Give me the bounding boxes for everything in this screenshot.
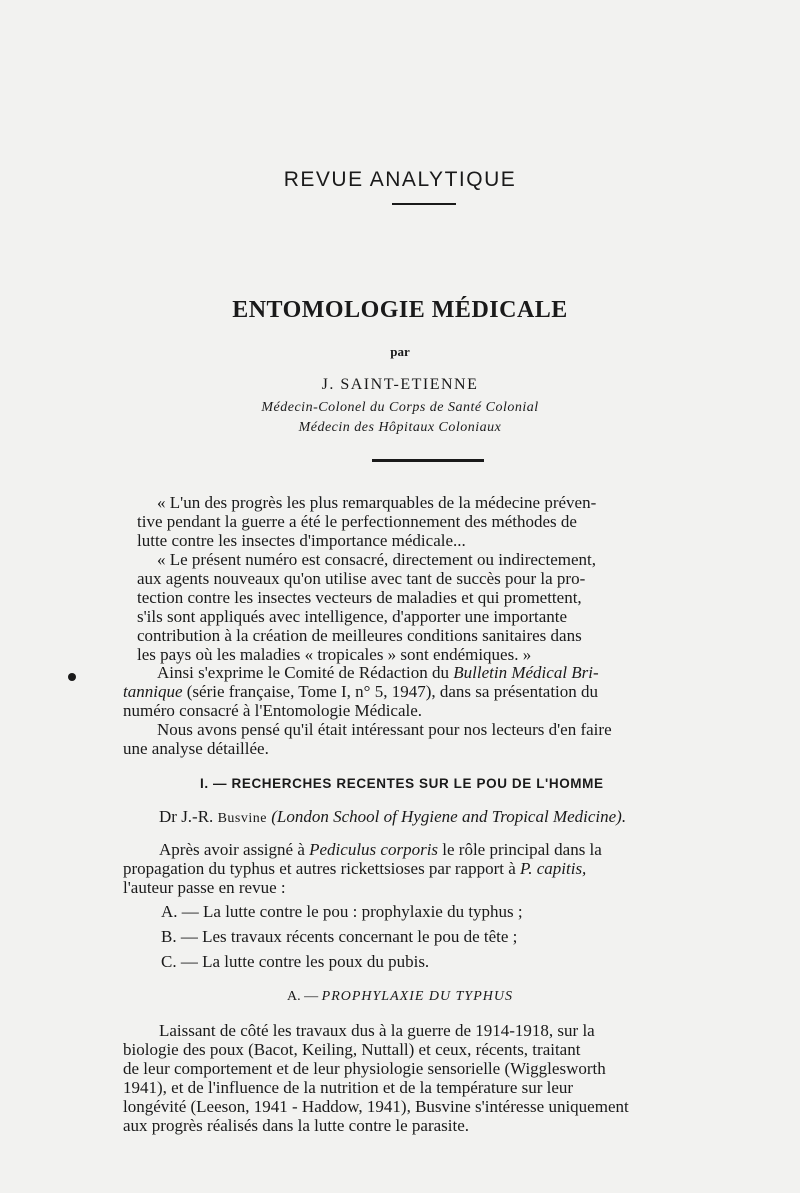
author-institution: (London School of Hygiene and Tropical Medicine).	[266, 807, 627, 826]
para-text: Après avoir assigné à	[159, 840, 310, 859]
para-line: Laissant de côté les travaux dus à la guerre de 1914-1918, sur la	[159, 1021, 595, 1040]
subheading-prefix: A. —	[287, 989, 322, 1004]
para-text: propagation du typhus et autres rickettsioses par rapport à	[123, 859, 521, 878]
para-text: le rôle principal dans la	[438, 840, 602, 859]
quote-line: aux agents nouveaux qu'on utilise avec tant de succès pour la pro-	[137, 569, 586, 588]
para-line: biologie des poux (Bacot, Keiling, Nuttall) et ceux, récents, traitant	[123, 1040, 581, 1059]
subheading-a	[0, 989, 800, 1005]
quote-line: « L'un des progrès les plus remarquables de la médecine préven-	[157, 493, 597, 512]
quote-line: contribution à la création de meilleures conditions sanitaires dans	[137, 626, 582, 645]
quote-line: s'ils sont appliqués avec intelligence, d'apporter une importante	[137, 607, 568, 626]
author-prefix: Dr J.-R.	[159, 807, 218, 826]
para-line: aux progrès réalisés dans la lutte contre le parasite.	[123, 1116, 470, 1135]
margin-mark	[68, 673, 76, 681]
author-affiliation-2: Médecin des Hôpitaux Coloniaux	[298, 420, 502, 435]
revue-title: REVUE ANALYTIQUE	[283, 168, 517, 191]
intro-line	[123, 683, 598, 702]
para-italic: P. capitis,	[520, 859, 587, 878]
para-line	[159, 841, 602, 860]
para-line: de leur comportement et de leur physiologie sensorielle (Wigglesworth	[123, 1059, 606, 1078]
quote-line: lutte contre les insectes d'importance médicale...	[137, 531, 466, 550]
list-item-c: C. — La lutte contre les poux du pubis.	[161, 952, 430, 971]
quote-line: tection contre les insectes vecteurs de maladies et qui promettent,	[137, 588, 582, 607]
section-1-author	[159, 808, 626, 829]
quote-line: les pays où les maladies « tropicales » sont endémiques. »	[137, 645, 532, 664]
intro-line: numéro consacré à l'Entomologie Médicale.	[123, 701, 423, 720]
intro-italic: Bulletin Médical Bri-	[453, 663, 599, 682]
para-line	[123, 860, 586, 879]
intro-italic: tannique	[123, 682, 183, 701]
author-rule	[372, 459, 484, 462]
section-1-heading: I. — RECHERCHES RECENTES SUR LE POU DE L'HOMME	[200, 776, 604, 791]
list-item-a: A. — La lutte contre le pou : prophylaxie du typhus ;	[161, 902, 523, 921]
section-title: ENTOMOLOGIE MÉDICALE	[232, 297, 568, 323]
par-label: par	[390, 344, 410, 359]
list-item-b: B. — Les travaux récents concernant le pou de tête ;	[161, 927, 518, 946]
para-italic: Pediculus corporis	[309, 840, 439, 859]
quote-line: tive pendant la guerre a été le perfectionnement des méthodes de	[137, 512, 577, 531]
intro-line: Nous avons pensé qu'il était intéressant pour nos lecteurs d'en faire	[157, 720, 612, 739]
intro-text: (série française, Tome I, n° 5, 1947), dans sa présentation du	[182, 682, 599, 701]
para-line: longévité (Leeson, 1941 - Haddow, 1941), Busvine s'intéresse uniquement	[123, 1097, 629, 1116]
intro-line	[157, 664, 599, 683]
quote-line: « Le présent numéro est consacré, directement ou indirectement,	[157, 550, 596, 569]
intro-text: Ainsi s'exprime le Comité de Rédaction du	[157, 663, 454, 682]
author-affiliation-1: Médecin-Colonel du Corps de Santé Colonial	[261, 400, 539, 415]
para-line: 1941), et de l'influence de la nutrition et de la température sur leur	[123, 1078, 574, 1097]
intro-line: une analyse détaillée.	[123, 739, 269, 758]
author-name: J. SAINT-ETIENNE	[321, 376, 479, 393]
author-surname: Busvine	[217, 811, 267, 826]
subheading-text: PROPHYLAXIE DU TYPHUS	[321, 989, 513, 1004]
title-rule	[392, 203, 456, 205]
para-line: l'auteur passe en revue :	[123, 878, 286, 897]
